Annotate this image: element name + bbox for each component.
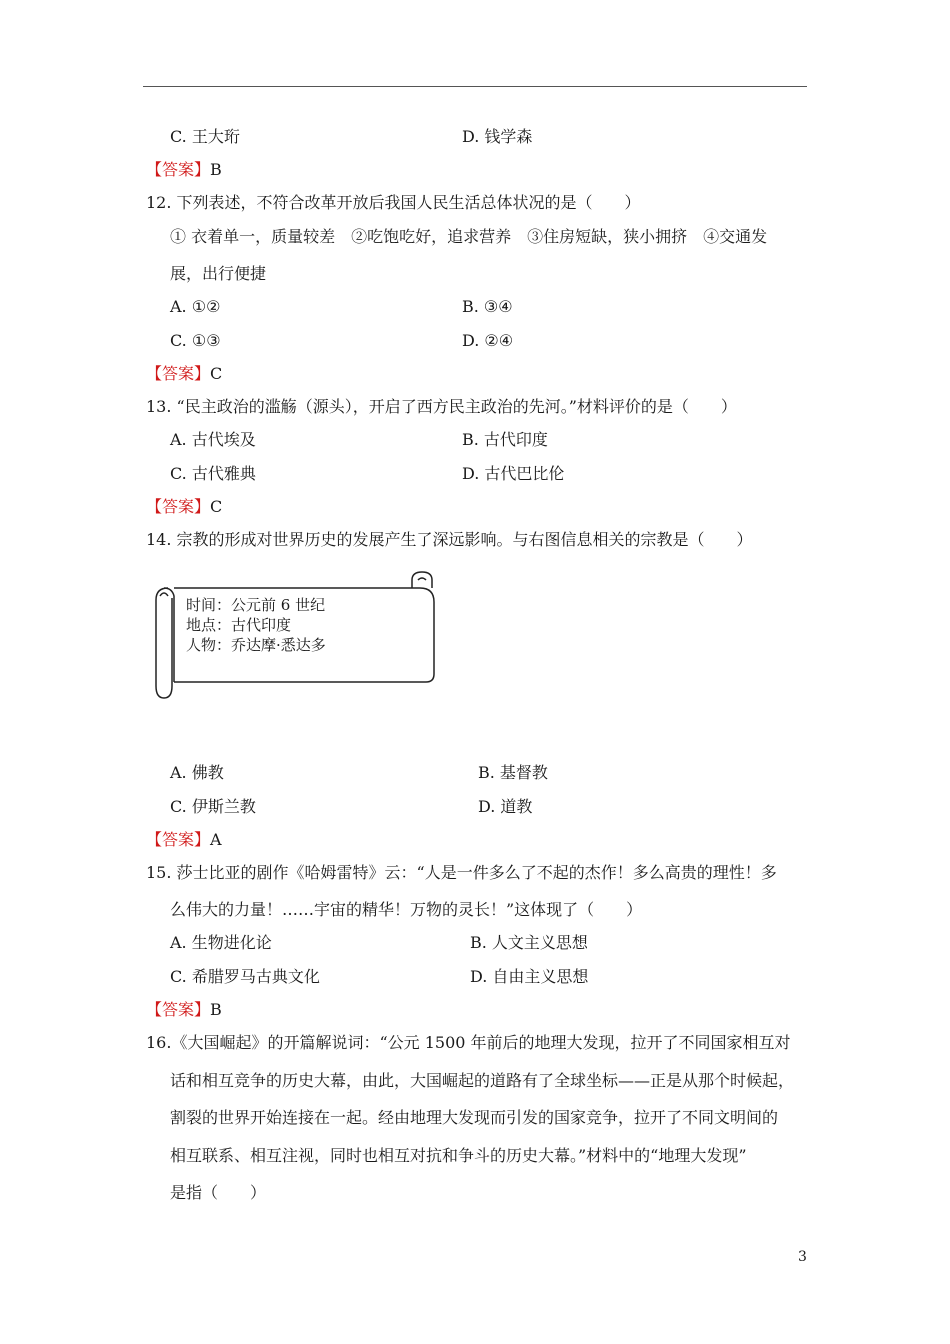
- answer-label: 答案: [162, 497, 195, 516]
- q14-stem: 14. 宗教的形成对世界历史的发展产生了深远影响。与右图信息相关的宗教是（ ）: [146, 530, 753, 549]
- answer-bracket-close: 】: [194, 160, 211, 179]
- q12-option-b: B. ③④: [462, 297, 513, 316]
- answer-value: B: [210, 1000, 222, 1019]
- q16-stem-line3: 割裂的世界开始连接在一起。经由地理大发现而引发的国家竞争，拉开了不同文明间的: [170, 1108, 779, 1127]
- q12-answer: [146, 364, 222, 384]
- q15-option-d: D. 自由主义思想: [470, 967, 589, 986]
- q12-stem: 12. 下列表述，不符合改革开放后我国人民生活总体状况的是（ ）: [146, 193, 641, 212]
- q11-option-c: C. 王大珩: [170, 127, 240, 146]
- q13-option-c: C. 古代雅典: [170, 464, 256, 483]
- q15-answer: [146, 1000, 222, 1020]
- q16-stem-line4: 相互联系、相互注视，同时也相互对抗和争斗的历史大幕。”材料中的“地理大发现”: [170, 1146, 747, 1165]
- q14-option-d: D. 道教: [478, 797, 533, 816]
- q16-stem-line2: 话和相互竞争的历史大幕，由此，大国崛起的道路有了全球坐标——正是从那个时候起，: [170, 1071, 795, 1090]
- scroll-place: 地点：古代印度: [186, 616, 292, 634]
- q12-option-a: A. ①②: [170, 297, 221, 316]
- q15-option-b: B. 人文主义思想: [470, 933, 588, 952]
- q11-answer: [146, 160, 222, 180]
- answer-bracket-open: 【: [146, 364, 163, 383]
- answer-bracket-close: 】: [194, 1000, 211, 1019]
- q12-statements-line1: ① 衣着单一，质量较差 ②吃饱吃好，追求营养 ③住房短缺，狭小拥挤 ④交通发: [170, 227, 768, 246]
- answer-value: C: [210, 364, 223, 383]
- q13-option-a: A. 古代埃及: [170, 430, 256, 449]
- q16-stem-line5: 是指（ ）: [170, 1183, 267, 1202]
- q13-answer: [146, 497, 222, 517]
- answer-bracket-close: 】: [194, 830, 211, 849]
- q14-option-a: A. 佛教: [170, 763, 224, 782]
- answer-bracket-open: 【: [146, 497, 163, 516]
- q13-stem: 13. “民主政治的滥觞（源头），开启了西方民主政治的先河。”材料评价的是（ ）: [146, 397, 737, 416]
- answer-label: 答案: [162, 364, 195, 383]
- answer-label: 答案: [162, 830, 195, 849]
- answer-label: 答案: [162, 160, 195, 179]
- answer-value: B: [210, 160, 222, 179]
- q12-option-d: D. ②④: [462, 331, 514, 350]
- q15-stem-line2: 么伟大的力量！……宇宙的精华！万物的灵长！”这体现了（ ）: [170, 900, 643, 919]
- answer-value: A: [210, 830, 222, 849]
- q16-stem: 16.《大国崛起》的开篇解说词：“公元 1500 年前后的地理大发现，拉开了不同国家相互对: [146, 1033, 791, 1052]
- answer-value: C: [210, 497, 223, 516]
- page-number: 3: [798, 1249, 807, 1265]
- q15-option-c: C. 希腊罗马古典文化: [170, 967, 320, 986]
- answer-bracket-open: 【: [146, 830, 163, 849]
- answer-bracket-close: 】: [194, 364, 211, 383]
- answer-label: 答案: [162, 1000, 195, 1019]
- q15-stem: 15. 莎士比亚的剧作《哈姆雷特》云：“人是一件多么了不起的杰作！多么高贵的理性！多: [146, 863, 777, 882]
- q13-option-d: D. 古代巴比伦: [462, 464, 565, 483]
- answer-bracket-open: 【: [146, 1000, 163, 1019]
- q12-statements-line2: 展，出行便捷: [170, 264, 267, 283]
- answer-bracket-close: 】: [194, 497, 211, 516]
- q14-answer: [146, 830, 222, 850]
- q12-option-c: C. ①③: [170, 331, 221, 350]
- scroll-time: 时间：公元前 6 世纪: [186, 596, 326, 614]
- q15-option-a: A. 生物进化论: [170, 933, 272, 952]
- header-rule: [143, 86, 807, 87]
- q14-option-c: C. 伊斯兰教: [170, 797, 256, 816]
- q14-option-b: B. 基督教: [478, 763, 548, 782]
- q13-option-b: B. 古代印度: [462, 430, 548, 449]
- answer-bracket-open: 【: [146, 160, 163, 179]
- q11-option-d: D. 钱学森: [462, 127, 533, 146]
- scroll-person: 人物：乔达摩·悉达多: [186, 636, 326, 654]
